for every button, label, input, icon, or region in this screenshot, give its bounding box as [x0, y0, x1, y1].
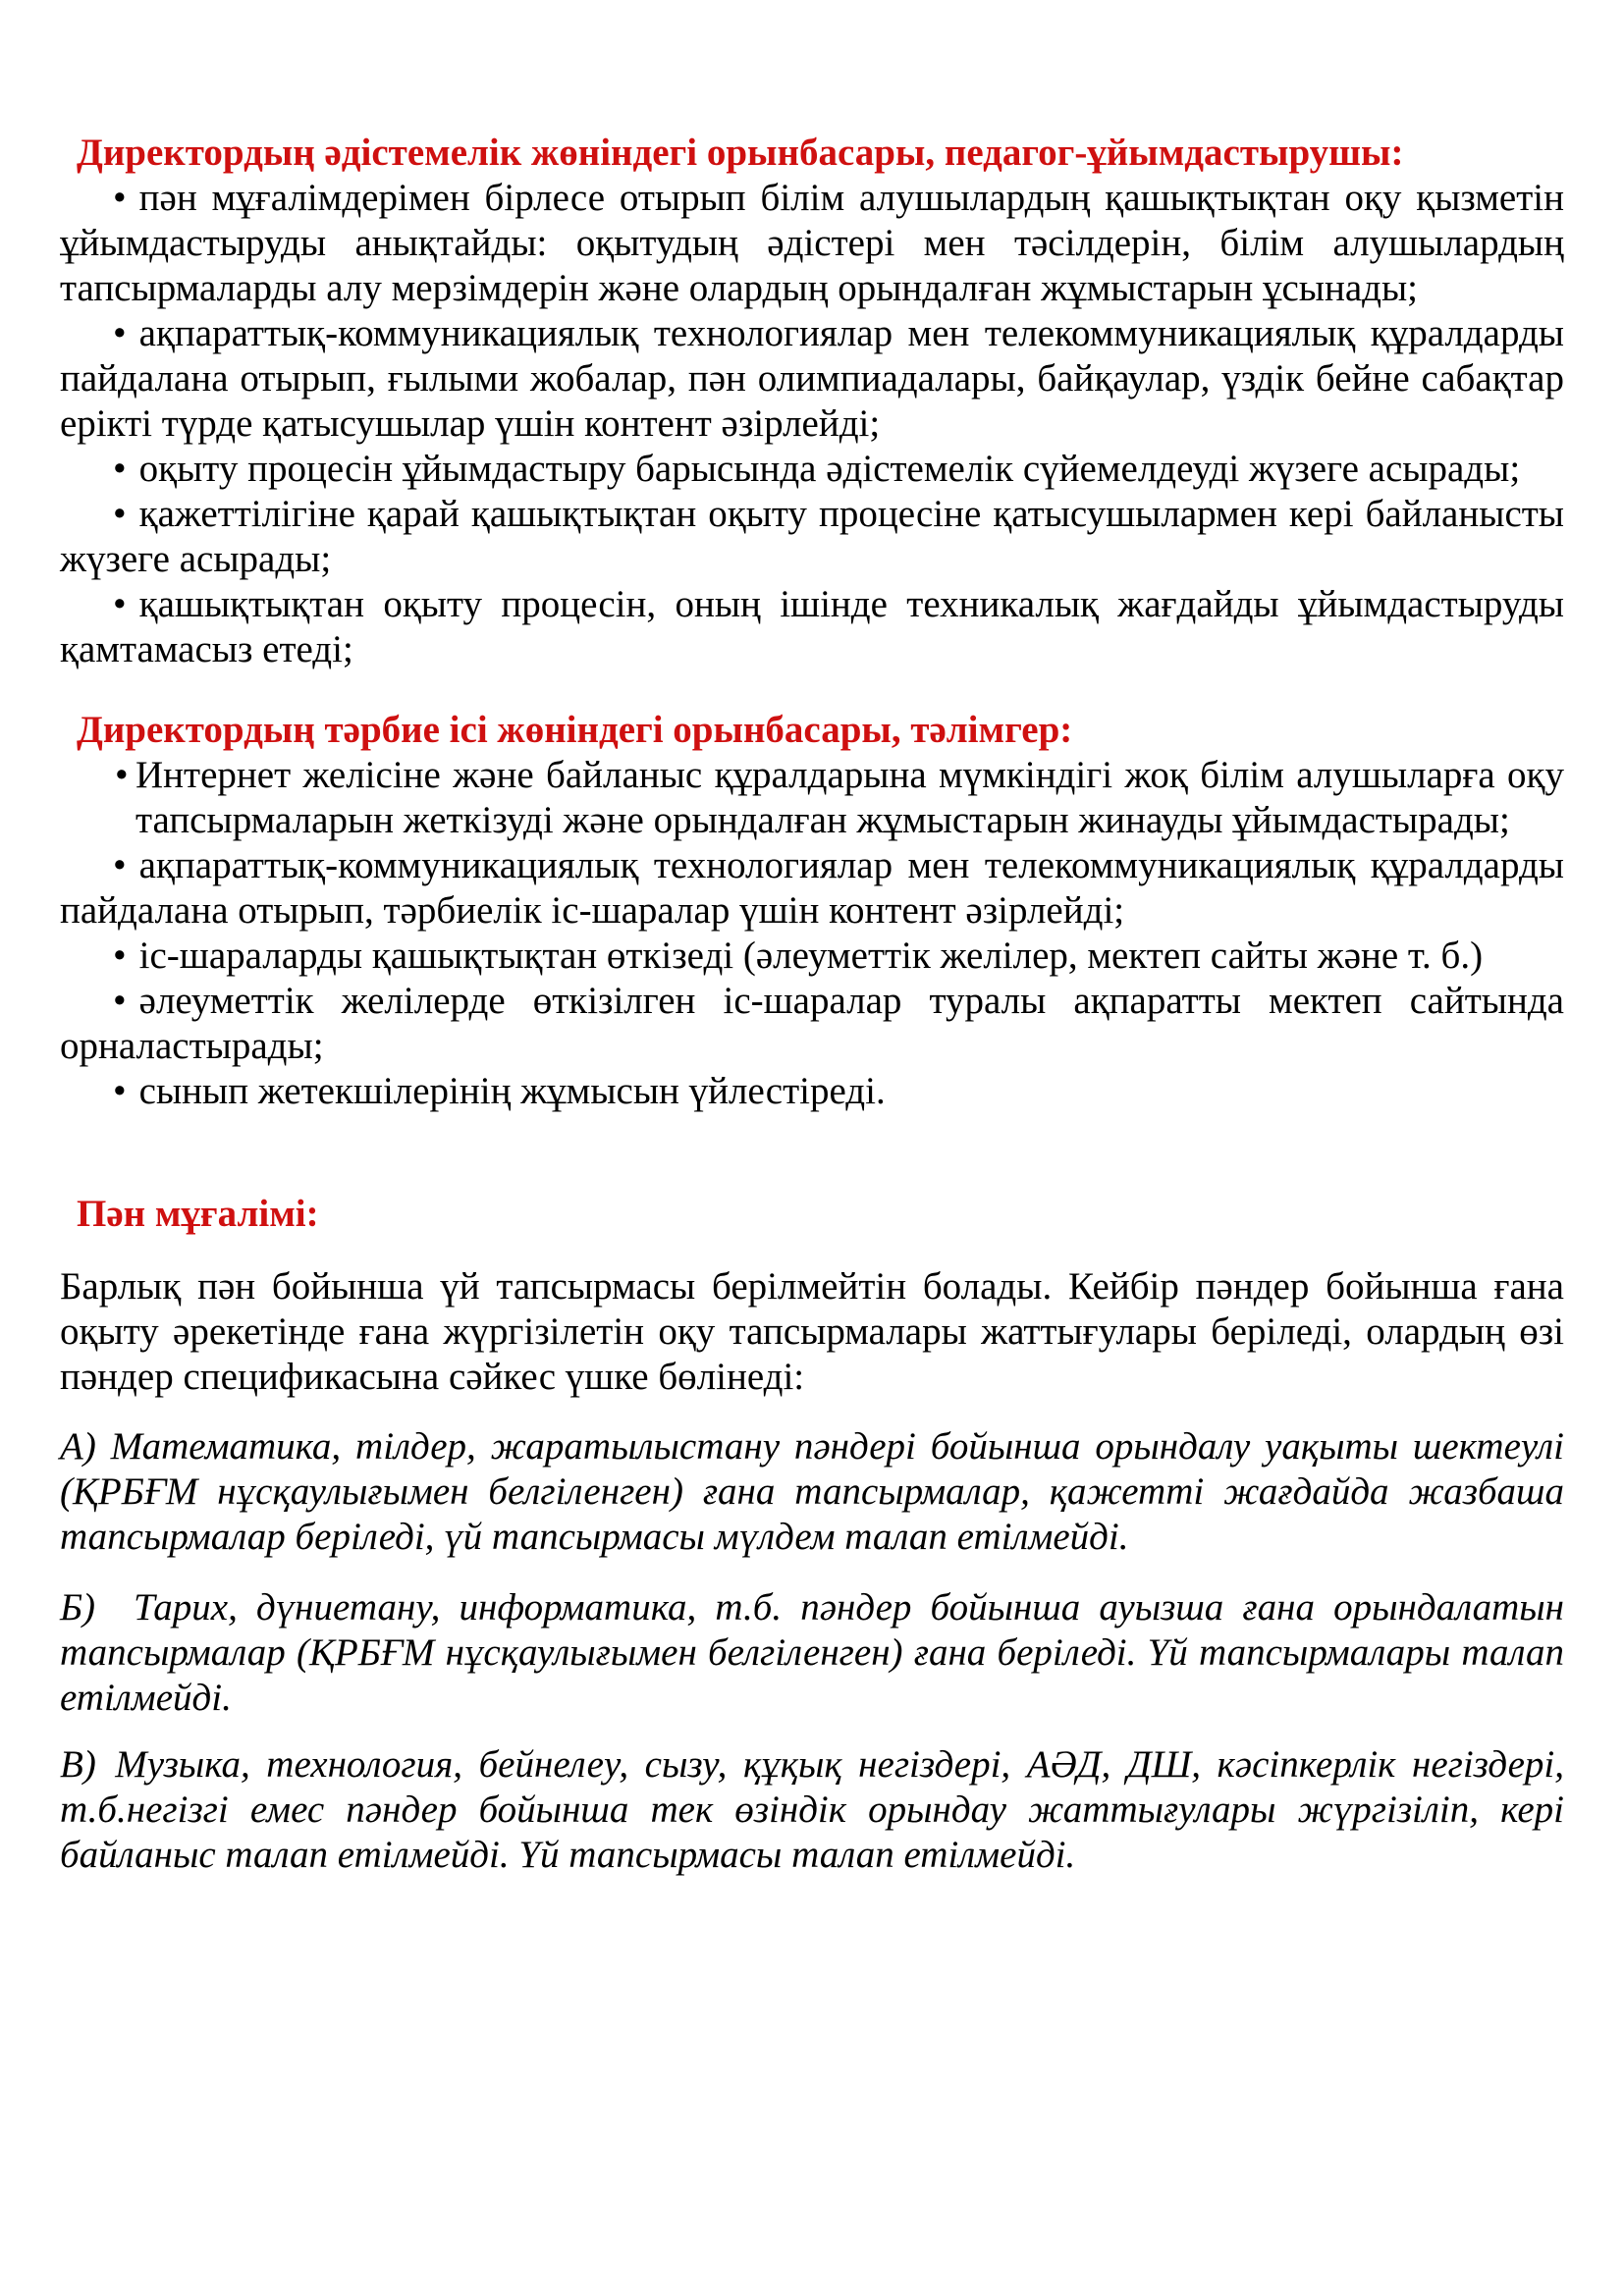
bullet-icon: • — [113, 583, 127, 625]
bullet-text: сынып жетекшілерінің жұмысын үйлестіреді. — [138, 1070, 886, 1112]
bullet-item — [60, 582, 1564, 672]
list-item-v: В) Музыка, технология, бейнелеу, сызу, құқық негіздері, АӘД, ДШ, кәсіпкерлік негіздері, т.б.негізгі емес пәндер бойынша тек өзіндік орындау жаттығулары жүргізіліп, кері байланыс талап етілмейді. Үй тапсырмасы талап етілмейді. — [60, 1743, 1564, 1876]
bullet-item — [60, 1069, 1564, 1114]
bullet-item — [60, 311, 1564, 447]
bullet-text: ақпараттық-коммуникациялық технологиялар мен телекоммуникациялық құралдарды пайдалана отырып, ғылыми жобалар, пән олимпиадалары, байқаулар, үздік бейне сабақтар ерікті түрде қатысушылар үшін контент әзірлейді; — [60, 312, 1564, 445]
list-item-a: А) Математика, тілдер, жаратылыстану пәндері бойынша орындалу уақыты шектеулі (ҚРБҒМ нұсқаулығымен белгіленген) ғана тапсырмалар, қажетті жағдайда жазбаша тапсырмалар беріледі, үй тапсырмасы мүлдем талап етілмейді. — [60, 1425, 1564, 1558]
bullet-text: әлеуметтік желілерде өткізілген іс-шаралар туралы ақпаратты мектеп сайтында орналастырады; — [60, 980, 1564, 1067]
bullet-text: қашықтықтан оқыту процесін, оның ішінде техникалық жағдайды ұйымдастыруды қамтамасыз етеді; — [60, 583, 1564, 670]
list-item-b: Б) Тарих, дүниетану, информатика, т.б. пәндер бойынша ауызша ғана орындалатын тапсырмалар (ҚРБҒМ нұсқаулығымен белгіленген) ғана беріледі. Үй тапсырмалары талап етілмейді. — [60, 1586, 1564, 1719]
bullet-icon: • — [113, 448, 127, 490]
bullet-text: іс-шараларды қашықтықтан өткізеді (әлеуметтік желілер, мектеп сайты және т. б.) — [138, 934, 1484, 977]
bullet-item — [60, 492, 1564, 582]
intro-paragraph: Барлық пән бойынша үй тапсырмасы берілмейтін болады. Кейбір пәндер бойынша ғана оқыту әрекетінде ғана жүргізілетін оқу тапсырмалары жаттығулары беріледі, олардың өзі пәндер спецификасына сәйкес үшке бөлінеді: — [60, 1265, 1564, 1398]
bullet-text: пән мұғалімдерімен бірлесе отырып білім алушылардың қашықтықтан оқу қызметін ұйымдастыруды анықтайды: оқытудың әдістері мен тәсілдерін, білім алушылардың тапсырмаларды алу мерзімдерін және олардың орындалған жұмыстарын ұсынады; — [60, 177, 1564, 309]
bullet-icon: • — [113, 1070, 127, 1112]
bullet-text: қажеттілігіне қарай қашықтықтан оқыту процесіне қатысушылармен кері байланысты жүзеге асырады; — [60, 493, 1564, 580]
bullet-item — [60, 979, 1564, 1069]
bullet-icon: • — [113, 177, 127, 219]
bullet-item — [60, 176, 1564, 311]
bullet-item — [60, 934, 1564, 979]
bullet-icon: • — [113, 312, 127, 354]
section-heading-subject-teacher: Пән мұғалімі: — [77, 1193, 319, 1235]
bullet-icon: • — [113, 980, 127, 1022]
bullet-icon: • — [113, 493, 127, 535]
section-heading-methodical-deputy: Директордың әдістемелік жөніндегі орынбасары, педагог-ұйымдастырушы: — [77, 132, 1404, 174]
bullet-text: Интернет желісіне және байланыс құралдарына мүмкіндігі жоқ білім алушыларға оқу тапсырмаларын жеткізуді және орындалған жұмыстарын жинауды ұйымдастырады; — [135, 754, 1564, 841]
bullet-text: оқыту процесін ұйымдастыру барысында әдістемелік сүйемелдеуді жүзеге асырады; — [138, 448, 1521, 490]
bullet-icon: • — [113, 934, 127, 977]
bullet-item — [60, 753, 1564, 843]
bullet-item — [60, 447, 1564, 492]
section-heading-educational-deputy: Директордың тәрбие ісі жөніндегі орынбасары, тәлімгер: — [77, 709, 1073, 751]
bullet-text: ақпараттық-коммуникациялық технологиялар мен телекоммуникациялық құралдарды пайдалана отырып, тәрбиелік іс-шаралар үшін контент әзірлейді; — [60, 844, 1564, 932]
bullet-icon: • — [113, 844, 127, 886]
bullet-item — [60, 843, 1564, 934]
bullet-icon: • — [115, 754, 129, 796]
